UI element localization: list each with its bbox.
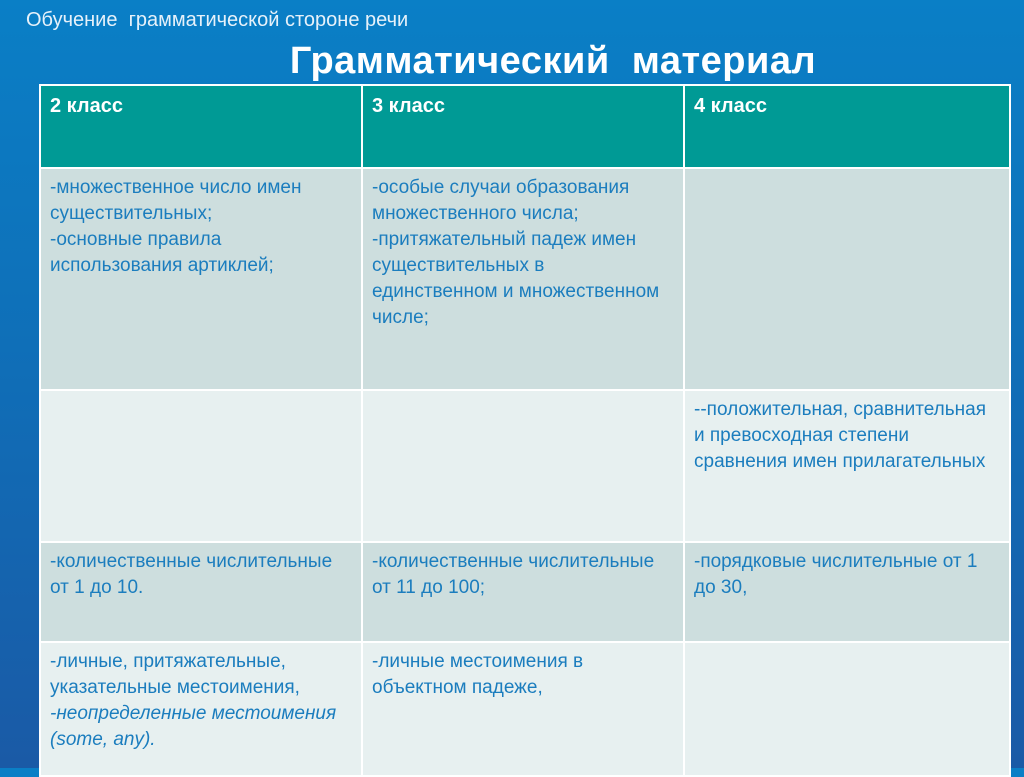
cell-line: -порядковые числительные от 1 до 30,: [694, 551, 978, 598]
cell-line: -притяжательный падеж имен существительных в единственном и множественном числе;: [372, 229, 660, 328]
cell-line: -личные, притяжательные, указательные местоимения,: [50, 651, 300, 698]
cell-line: -основные правила использования артиклей;: [50, 229, 274, 276]
cell-line: -множественное число имен существительных;: [50, 177, 302, 224]
table-cell: [40, 542, 362, 642]
table-cell: [40, 168, 362, 390]
cell-line: --положительная, сравнительная и превосходная степени сравнения имен прилагательных: [694, 399, 986, 472]
table-cell: [362, 542, 684, 642]
table-cell: [684, 542, 1010, 642]
table-cell-empty: [362, 390, 684, 542]
table-row: [40, 390, 1010, 542]
cell-line: -количественные числительные от 11 до 100;: [372, 551, 655, 598]
header-row: [40, 85, 1010, 168]
table-cell-empty: [684, 642, 1010, 776]
table-row: [40, 168, 1010, 390]
table-cell: [362, 168, 684, 390]
cell-line-italic: -неопределенные местоимения (some, any).: [50, 703, 337, 750]
table-cell: [362, 642, 684, 776]
slide-title: Грамматический материал: [289, 40, 817, 82]
cell-line: -количественные числительные от 1 до 10.: [50, 551, 333, 598]
table-row: [40, 642, 1010, 776]
slide-subtitle: Обучение грамматической стороне речи: [26, 9, 409, 31]
table-cell-empty: [684, 168, 1010, 390]
cell-line: -особые случаи образования множественного числа;: [372, 177, 630, 224]
cell-line: -личные местоимения в объектном падеже,: [372, 651, 584, 698]
grammar-table: [39, 84, 1011, 777]
table-cell: [684, 390, 1010, 542]
header-grade-3: 3 класс: [362, 85, 684, 168]
header-grade-2: 2 класс: [40, 85, 362, 168]
table-row: [40, 542, 1010, 642]
header-grade-4: 4 класс: [684, 85, 1010, 168]
table-cell: [40, 642, 362, 776]
table-cell-empty: [40, 390, 362, 542]
